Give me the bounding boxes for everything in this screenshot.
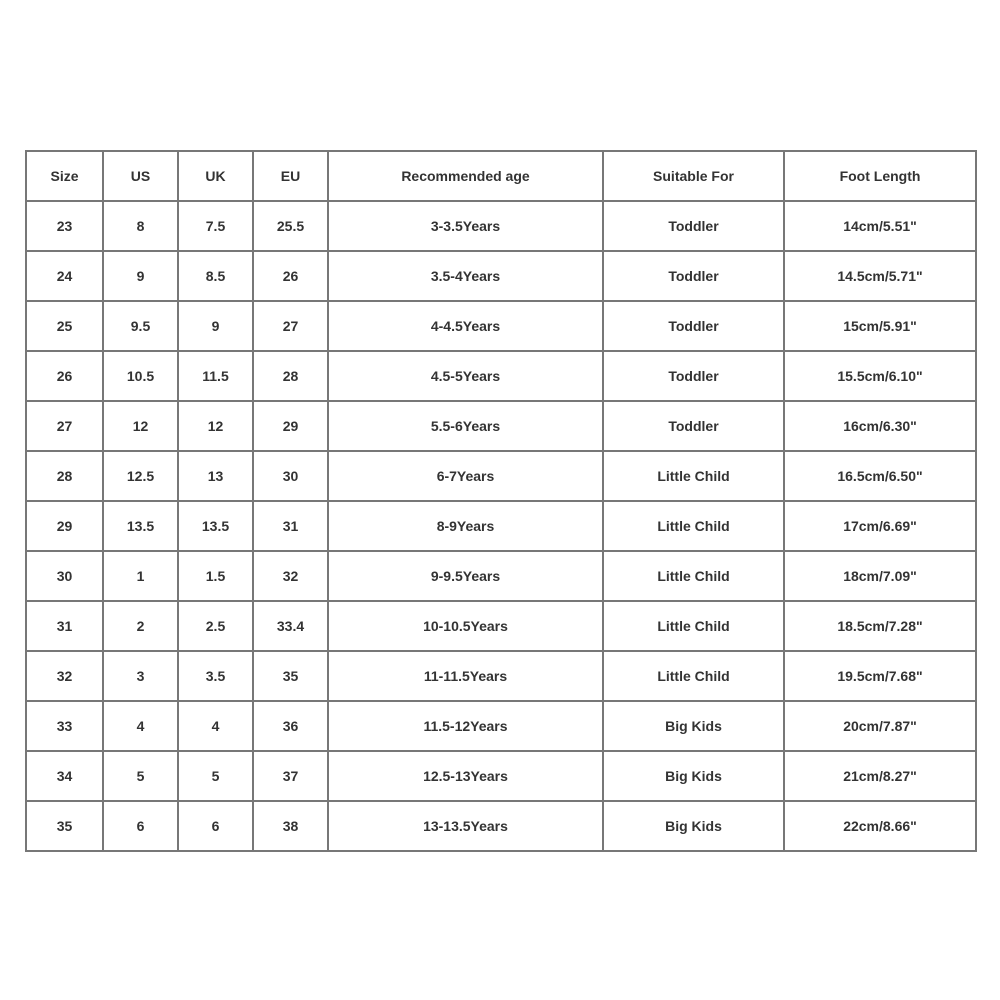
cell-us: 13.5: [103, 501, 178, 551]
cell-size: 33: [26, 701, 103, 751]
cell-suitable-for: Toddler: [603, 301, 784, 351]
cell-uk: 11.5: [178, 351, 253, 401]
cell-foot-length: 14.5cm/5.71": [784, 251, 976, 301]
header-us: US: [103, 151, 178, 201]
table-row: [26, 201, 976, 251]
cell-suitable-for: Little Child: [603, 551, 784, 601]
cell-uk: 5: [178, 751, 253, 801]
cell-suitable-for: Toddler: [603, 251, 784, 301]
cell-size: 23: [26, 201, 103, 251]
cell-us: 3: [103, 651, 178, 701]
cell-recommended-age: 3.5-4Years: [328, 251, 603, 301]
cell-suitable-for: Little Child: [603, 451, 784, 501]
cell-size: 28: [26, 451, 103, 501]
cell-suitable-for: Little Child: [603, 651, 784, 701]
cell-size: 31: [26, 601, 103, 651]
header-foot-length: Foot Length: [784, 151, 976, 201]
cell-suitable-for: Big Kids: [603, 751, 784, 801]
cell-uk: 3.5: [178, 651, 253, 701]
cell-foot-length: 19.5cm/7.68": [784, 651, 976, 701]
header-uk: UK: [178, 151, 253, 201]
cell-suitable-for: Little Child: [603, 601, 784, 651]
cell-eu: 36: [253, 701, 328, 751]
cell-recommended-age: 9-9.5Years: [328, 551, 603, 601]
cell-size: 25: [26, 301, 103, 351]
cell-eu: 37: [253, 751, 328, 801]
cell-size: 27: [26, 401, 103, 451]
cell-foot-length: 18.5cm/7.28": [784, 601, 976, 651]
cell-uk: 4: [178, 701, 253, 751]
cell-recommended-age: 11-11.5Years: [328, 651, 603, 701]
table-header: [26, 151, 976, 201]
cell-us: 12: [103, 401, 178, 451]
cell-eu: 28: [253, 351, 328, 401]
cell-recommended-age: 13-13.5Years: [328, 801, 603, 851]
cell-us: 2: [103, 601, 178, 651]
cell-eu: 31: [253, 501, 328, 551]
cell-size: 29: [26, 501, 103, 551]
cell-size: 24: [26, 251, 103, 301]
cell-uk: 1.5: [178, 551, 253, 601]
cell-us: 9: [103, 251, 178, 301]
cell-uk: 12: [178, 401, 253, 451]
cell-foot-length: 16cm/6.30": [784, 401, 976, 451]
table-row: [26, 701, 976, 751]
cell-eu: 33.4: [253, 601, 328, 651]
cell-size: 34: [26, 751, 103, 801]
cell-foot-length: 15cm/5.91": [784, 301, 976, 351]
cell-uk: 13: [178, 451, 253, 501]
header-eu: EU: [253, 151, 328, 201]
header-suitable-for: Suitable For: [603, 151, 784, 201]
cell-recommended-age: 3-3.5Years: [328, 201, 603, 251]
cell-uk: 6: [178, 801, 253, 851]
table-row: [26, 551, 976, 601]
cell-recommended-age: 12.5-13Years: [328, 751, 603, 801]
table-row: [26, 451, 976, 501]
cell-recommended-age: 10-10.5Years: [328, 601, 603, 651]
cell-suitable-for: Big Kids: [603, 701, 784, 751]
cell-size: 32: [26, 651, 103, 701]
table-row: [26, 751, 976, 801]
cell-foot-length: 15.5cm/6.10": [784, 351, 976, 401]
cell-us: 6: [103, 801, 178, 851]
cell-recommended-age: 4.5-5Years: [328, 351, 603, 401]
table-row: [26, 351, 976, 401]
cell-recommended-age: 5.5-6Years: [328, 401, 603, 451]
cell-eu: 27: [253, 301, 328, 351]
cell-recommended-age: 11.5-12Years: [328, 701, 603, 751]
cell-eu: 26: [253, 251, 328, 301]
cell-us: 8: [103, 201, 178, 251]
cell-foot-length: 18cm/7.09": [784, 551, 976, 601]
cell-foot-length: 22cm/8.66": [784, 801, 976, 851]
table-row: [26, 651, 976, 701]
cell-foot-length: 16.5cm/6.50": [784, 451, 976, 501]
cell-suitable-for: Toddler: [603, 351, 784, 401]
cell-foot-length: 21cm/8.27": [784, 751, 976, 801]
cell-eu: 35: [253, 651, 328, 701]
cell-suitable-for: Big Kids: [603, 801, 784, 851]
cell-foot-length: 20cm/7.87": [784, 701, 976, 751]
cell-us: 9.5: [103, 301, 178, 351]
cell-recommended-age: 4-4.5Years: [328, 301, 603, 351]
cell-us: 12.5: [103, 451, 178, 501]
cell-uk: 9: [178, 301, 253, 351]
cell-suitable-for: Toddler: [603, 401, 784, 451]
table-row: [26, 501, 976, 551]
cell-size: 35: [26, 801, 103, 851]
header-size: Size: [26, 151, 103, 201]
header-recommended-age: Recommended age: [328, 151, 603, 201]
cell-eu: 29: [253, 401, 328, 451]
cell-us: 10.5: [103, 351, 178, 401]
cell-us: 5: [103, 751, 178, 801]
cell-size: 26: [26, 351, 103, 401]
cell-recommended-age: 8-9Years: [328, 501, 603, 551]
table-row: [26, 251, 976, 301]
cell-size: 30: [26, 551, 103, 601]
cell-suitable-for: Little Child: [603, 501, 784, 551]
cell-us: 4: [103, 701, 178, 751]
cell-uk: 2.5: [178, 601, 253, 651]
cell-eu: 25.5: [253, 201, 328, 251]
cell-eu: 30: [253, 451, 328, 501]
cell-us: 1: [103, 551, 178, 601]
header-row: [26, 151, 976, 201]
cell-uk: 13.5: [178, 501, 253, 551]
cell-foot-length: 14cm/5.51": [784, 201, 976, 251]
cell-foot-length: 17cm/6.69": [784, 501, 976, 551]
size-chart-table: [25, 150, 977, 852]
table-row: [26, 601, 976, 651]
cell-eu: 32: [253, 551, 328, 601]
cell-suitable-for: Toddler: [603, 201, 784, 251]
cell-uk: 7.5: [178, 201, 253, 251]
cell-recommended-age: 6-7Years: [328, 451, 603, 501]
table-row: [26, 301, 976, 351]
cell-uk: 8.5: [178, 251, 253, 301]
table-body: [26, 201, 976, 851]
table-row: [26, 801, 976, 851]
table-row: [26, 401, 976, 451]
cell-eu: 38: [253, 801, 328, 851]
